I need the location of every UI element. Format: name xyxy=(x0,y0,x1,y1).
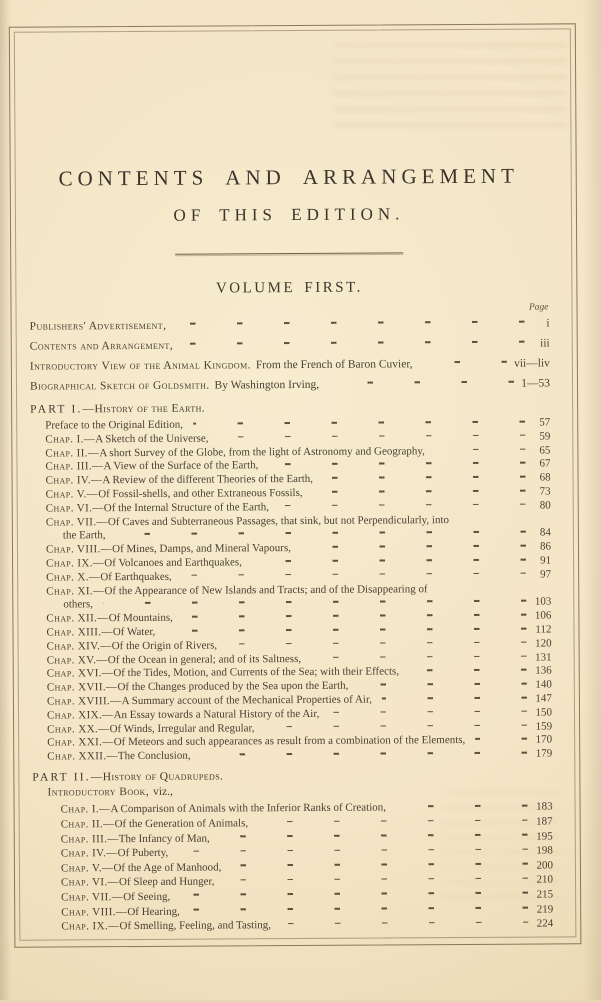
page-number: 57 xyxy=(539,416,551,429)
dash-leader xyxy=(116,531,526,535)
toc-entry xyxy=(32,748,552,765)
page-number: 200 xyxy=(536,859,553,872)
chapter-prefix: Chap. X.— xyxy=(46,570,101,584)
page-number: 140 xyxy=(535,678,552,691)
part-label: PART I. xyxy=(30,403,83,416)
dash-leader xyxy=(183,341,525,345)
section-subheading xyxy=(32,782,552,801)
chapter-title: Of Water, xyxy=(112,625,156,639)
chapter-prefix: Chap. XIV.— xyxy=(46,639,112,653)
entry-title-smallcaps: Biographical Sketch of Goldsmith. xyxy=(29,379,210,393)
entry-text xyxy=(47,722,255,737)
dash-leader xyxy=(358,683,526,686)
page-number: 219 xyxy=(536,903,554,916)
entry-subtext: By Washington Irving, xyxy=(214,378,320,392)
page-number: 136 xyxy=(535,664,552,677)
page-number: 159 xyxy=(535,719,553,733)
dash-leader xyxy=(190,907,528,911)
dash-leader xyxy=(220,834,528,837)
chapter-prefix: Chap. XXII.— xyxy=(47,750,118,763)
chapter-prefix: Chap. XIX.— xyxy=(46,708,114,722)
chapter-title: Of Sleep and Hunger, xyxy=(118,875,215,889)
chapter-prefix: Chap. II.— xyxy=(45,446,100,460)
entry-text xyxy=(45,419,183,434)
entry-text xyxy=(30,316,167,337)
entry-text xyxy=(45,460,258,475)
chapter-title: Of Smelling, Feeling, and Tasting, xyxy=(119,919,272,933)
chapter-title: The Conclusion, xyxy=(117,749,191,763)
dash-leader xyxy=(323,476,526,479)
dash-leader xyxy=(224,878,528,881)
dash-leader xyxy=(178,848,528,852)
page-number: 183 xyxy=(536,800,553,813)
front-matter-list xyxy=(30,313,550,396)
chapter-prefix: Chap. XXI.— xyxy=(47,736,114,749)
page-number: 215 xyxy=(536,888,554,901)
divider-rule xyxy=(175,252,403,254)
page-number: 103 xyxy=(534,595,552,608)
entry-text xyxy=(47,750,190,765)
page-title: CONTENTS AND ARRANGEMENT xyxy=(58,163,519,191)
chapter-title: Of Puberty, xyxy=(117,847,169,860)
page-number: vii—liv xyxy=(514,357,550,370)
entry-text xyxy=(30,336,173,357)
page-number: 210 xyxy=(536,873,554,886)
page-column-label: Page xyxy=(528,302,549,313)
chapter-title: Of the Ocean in general; and of its Saltness, xyxy=(107,652,302,666)
entry-text xyxy=(46,501,269,516)
page-number: 65 xyxy=(539,444,551,457)
entry-text xyxy=(61,831,210,847)
dash-leader xyxy=(281,921,528,924)
dash-leader xyxy=(258,819,528,822)
page-number: 1—53 xyxy=(521,377,551,390)
chapter-title: A short Survey of the Globe, from the light of Astronomy and Geography, xyxy=(99,444,425,459)
dash-leader xyxy=(231,863,528,866)
entry-text xyxy=(45,432,208,447)
chapter-title: Of the Generation of Animals, xyxy=(114,817,249,831)
chapter-list xyxy=(33,800,554,935)
page-number: 73 xyxy=(539,485,551,498)
front-matter-entry xyxy=(30,373,550,396)
entry-text xyxy=(47,734,465,750)
chapter-prefix: Chap. IV.— xyxy=(60,847,118,860)
part-title: —History of Quadrupeds. xyxy=(90,770,224,784)
chapter-prefix: Chap. XX.— xyxy=(47,722,110,736)
dash-leader xyxy=(268,462,525,465)
page-number: 224 xyxy=(536,917,554,930)
toc-sections xyxy=(30,399,553,934)
entry-text xyxy=(61,890,170,905)
chapter-title: Of Volcanoes and Earthquakes, xyxy=(104,556,242,570)
page-number: 131 xyxy=(535,651,552,664)
chapter-prefix: Chap. V.— xyxy=(60,861,114,875)
chapter-title: Of the Tides, Motion, and Currents of the Sea; with their Effects, xyxy=(113,665,400,680)
page-number: 179 xyxy=(535,747,553,760)
chapter-prefix: Chap. VI.— xyxy=(45,501,104,515)
page-number: 84 xyxy=(539,526,551,539)
toc-section xyxy=(32,767,553,934)
page-number: i xyxy=(546,317,550,330)
chapter-prefix: Chap. IX.— xyxy=(46,557,105,570)
chapter-title: Of Meteors and such appearances as result from a combination of the Elements, xyxy=(113,734,466,749)
entry-text xyxy=(61,918,271,934)
page-number: 198 xyxy=(536,844,553,857)
chapter-prefix: Chap. I.— xyxy=(45,433,96,446)
entry-text xyxy=(61,816,249,832)
entry-title-smallcaps: Publishers' Advertisement, xyxy=(29,319,167,333)
entry-subtext: From the French of Baron Cuvier, xyxy=(255,358,413,372)
chapter-title: Of Winds, Irregular and Regular, xyxy=(109,721,255,735)
entry-text xyxy=(47,694,372,710)
chapter-title: Of Mines, Damps, and Mineral Vapours, xyxy=(112,542,291,556)
chapter-prefix: Chap. II.— xyxy=(60,818,115,831)
entry-text xyxy=(47,708,319,723)
entry-text xyxy=(46,612,173,627)
dash-leader xyxy=(193,421,525,425)
chapter-title: A Comparison of Animals with the Inferior Ranks of Creation, xyxy=(110,801,387,816)
page-number: 67 xyxy=(539,457,551,470)
chapter-title: Of Mountains, xyxy=(108,611,173,625)
page-number: 59 xyxy=(539,430,551,443)
dash-leader xyxy=(252,559,526,562)
page-content xyxy=(28,29,553,934)
dash-leader xyxy=(435,448,526,450)
chapter-prefix: Chap. XVII.— xyxy=(46,681,118,694)
dash-leader xyxy=(227,641,526,644)
chapter-prefix: Chap. VIII.— xyxy=(45,543,113,556)
dash-leader xyxy=(409,669,527,671)
chapter-prefix: Chap. XIII.— xyxy=(46,626,113,639)
chapter-prefix: Chap. IV.— xyxy=(45,474,103,487)
entry-text: others, xyxy=(63,598,94,611)
entry-text xyxy=(30,354,413,376)
entry-text xyxy=(46,542,291,557)
chapter-title: Of Caves and Subterraneous Passages, that sink, but not Perpendicularly, into xyxy=(107,513,450,528)
dash-leader xyxy=(311,655,527,658)
dash-leader xyxy=(176,321,524,325)
chapter-list xyxy=(30,416,552,764)
entry-text xyxy=(46,514,449,530)
chapter-title: Of Hearing, xyxy=(127,905,180,918)
entry-title-smallcaps: Introductory View of the Animal Kingdom. xyxy=(29,359,251,373)
dash-leader xyxy=(219,435,526,438)
page-subtitle: OF THIS EDITION. xyxy=(173,204,405,225)
page-number: 91 xyxy=(540,554,552,567)
chapter-prefix: Chap. VII.— xyxy=(61,891,124,904)
dash-leader xyxy=(183,614,527,618)
chapter-title: Preface to the Original Edition, xyxy=(45,418,184,432)
page-number: 147 xyxy=(535,692,552,705)
chapter-prefix: Chap. XII.— xyxy=(46,612,109,625)
volume-heading: VOLUME FIRST. xyxy=(215,279,363,297)
chapter-prefix: Chap. VIII.— xyxy=(61,905,128,919)
dash-leader xyxy=(396,805,528,807)
chapter-title: A Sketch of the Universe, xyxy=(95,432,209,446)
entry-text xyxy=(46,626,155,640)
chapter-prefix: Chap. XVI.— xyxy=(46,667,114,680)
dash-leader xyxy=(329,710,527,713)
chapter-title: Of the Age of Manhood, xyxy=(113,861,222,874)
dash-leader xyxy=(382,697,527,699)
page-number: iii xyxy=(540,337,550,350)
dash-leader xyxy=(201,752,528,756)
page-number: 170 xyxy=(535,733,553,746)
dash-leader xyxy=(180,892,528,896)
chapter-prefix: Chap. I.— xyxy=(60,803,111,816)
dash-leader xyxy=(165,628,526,632)
dash-leader xyxy=(329,381,514,384)
entry-text xyxy=(61,875,215,891)
chapter-prefix: Chap. III.— xyxy=(60,832,119,846)
entry-text xyxy=(46,556,242,571)
page-number: 80 xyxy=(539,499,551,512)
entry-title-smallcaps: Contents and Arrangement, xyxy=(29,339,174,353)
entry-text xyxy=(45,445,425,461)
chapter-title: Of the Origin of Rivers, xyxy=(111,639,218,652)
page-number: 106 xyxy=(534,609,552,622)
dash-leader xyxy=(182,572,526,576)
chapter-title: A Review of the different Theories of the Earth, xyxy=(102,473,314,487)
chapter-prefix: Chap. VII.— xyxy=(45,515,108,529)
chapter-title: Of Earthquakes, xyxy=(100,570,172,583)
chapter-prefix: Chap. V.— xyxy=(45,488,99,501)
chapter-title: Of the Appearance of New Islands and Tracts; and of the Disappearing of xyxy=(104,582,428,597)
part-title: —History of the Earth. xyxy=(82,402,206,416)
page-number: 120 xyxy=(535,637,552,650)
chapter-prefix: Chap. IX.— xyxy=(61,920,120,933)
chapter-title: Of the Changes produced by the Sea upon the Earth, xyxy=(117,679,349,694)
subheading-rest: viz., xyxy=(153,785,173,798)
chapter-prefix: Chap. XV.— xyxy=(46,653,108,667)
dash-leader xyxy=(423,361,508,363)
chapter-title: A View of the Surface of the Earth, xyxy=(103,459,259,473)
page-number: 187 xyxy=(536,815,553,828)
dash-leader xyxy=(264,724,527,727)
dash-leader xyxy=(103,600,526,604)
part-heading xyxy=(30,399,550,417)
chapter-title: The Infancy of Man, xyxy=(118,832,210,845)
chapter-title: An Essay towards a Natural History of the Air, xyxy=(113,707,320,721)
chapter-title: Of the Internal Structure of the Earth, xyxy=(103,500,270,514)
chapter-title: A Summary account of the Mechanical Properties of Air, xyxy=(121,693,372,708)
page-number: 112 xyxy=(535,623,552,636)
page-number: 97 xyxy=(540,568,552,581)
subheading-smallcaps: Introductory Book, xyxy=(47,785,150,799)
entry-text xyxy=(47,639,218,654)
chapter-prefix: Chap. XI.— xyxy=(46,584,105,598)
chapter-prefix: Chap. III.— xyxy=(45,460,104,473)
entry-text xyxy=(46,583,427,599)
part-label: PART II. xyxy=(32,771,91,784)
entry-text xyxy=(61,904,180,919)
chapter-title: Of Seeing, xyxy=(123,890,171,904)
page-number: 150 xyxy=(535,706,553,719)
entry-text xyxy=(30,375,319,397)
chapter-prefix: Chap. VI.— xyxy=(60,876,120,889)
entry-text xyxy=(61,860,221,876)
entry-text xyxy=(61,801,387,818)
dash-leader xyxy=(475,738,527,740)
toc-section xyxy=(30,399,552,764)
entry-text xyxy=(46,571,172,586)
page-number: 68 xyxy=(539,471,551,484)
page-number: 195 xyxy=(536,830,553,843)
chapter-prefix: Chap. XVIII.— xyxy=(46,695,122,708)
dash-leader xyxy=(279,503,526,506)
entry-text: the Earth, xyxy=(62,529,106,542)
page-number: 86 xyxy=(539,540,552,553)
entry-text xyxy=(61,846,168,861)
chapter-title: Of Fossil-shells, and other Extraneous Fossils, xyxy=(98,486,303,501)
dash-leader xyxy=(313,490,526,493)
dash-leader xyxy=(301,545,526,548)
